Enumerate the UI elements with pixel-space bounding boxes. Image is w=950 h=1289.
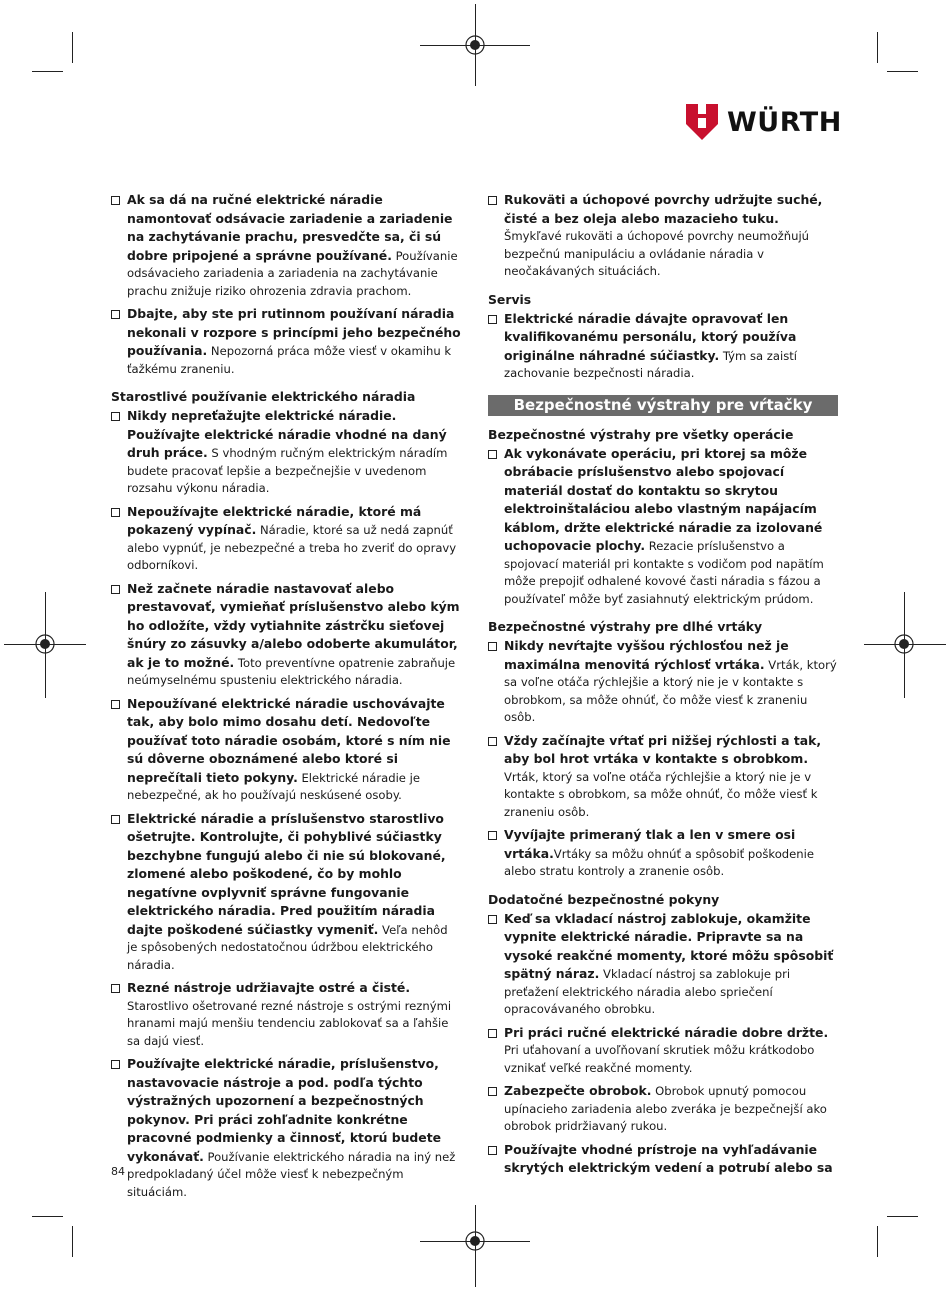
list-item: Pri práci ručné elektrické náradie dobre držte. Pri uťahovaní a uvoľňovaní skrutiek môžu krátkodobo vznikať veľké reakčné momenty.: [488, 1024, 838, 1078]
list-item: Nepoužívajte elektrické náradie, ktoré má pokazený vypínač. Náradie, ktoré sa už nedá zapnúť alebo vypnúť, je nebezpečné a treba ho zveriť do opravy odborníkovi.: [111, 503, 461, 575]
section-heading: Servis: [488, 291, 532, 307]
checkbox-bullet-icon: [488, 450, 497, 459]
page-number: 84: [111, 1165, 125, 1178]
crop-mark: [887, 1216, 918, 1217]
list-item: Rezné nástroje udržiavajte ostré a čisté. Starostlivo ošetrované rezné nástroje s ostrými reznými hranami majú menšiu tendenciu zablokovať sa a ľahšie sa dajú viesť.: [111, 979, 461, 1050]
list-item: Nikdy nepreťažujte elektrické náradie. Používajte elektrické náradie vhodné na daný druh práce. S vhodným ručným elektrickým náradím budete pracovať lepšie a bezpečnejšie v uvedenom rozsahu výkonu náradia.: [111, 407, 461, 498]
crop-mark: [72, 1226, 73, 1257]
section-heading: Bezpečnostné výstrahy pre dlhé vrtáky: [488, 619, 763, 634]
checkbox-bullet-icon: [111, 700, 120, 709]
right-column: [488, 191, 838, 1183]
checkbox-bullet-icon: [488, 915, 497, 924]
list-item: Než začnete náradie nastavovať alebo prestavovať, vymieňať príslušenstvo alebo kým ho odložíte, vždy vytiahnite zástrčku sieťovej šnúry zo zásuvky a/alebo odoberte akumulátor, ak je to možné. Toto preventívne opatrenie zabraňuje neúmyselnému spusteniu elektrického náradia.: [111, 580, 461, 690]
section-heading: Bezpečnostné výstrahy pre všetky operácie: [488, 426, 794, 442]
section-heading: Starostlivé používanie elektrického náradia: [111, 389, 416, 404]
registration-mark-icon: [464, 1230, 486, 1252]
checkbox-bullet-icon: [111, 508, 120, 517]
checkbox-bullet-icon: [111, 1060, 120, 1069]
registration-mark-icon: [464, 34, 486, 56]
list-item: Elektrické náradie dávajte opravovať len kvalifikovanému personálu, ktorý používa originálne náhradné súčiastky. Tým sa zaistí zachovanie bezpečnosti náradia.: [488, 310, 838, 383]
checkbox-bullet-icon: [111, 984, 120, 993]
checkbox-bullet-icon: [488, 1029, 497, 1038]
brand-name: WÜRTH: [727, 106, 842, 138]
list-item: Ak sa dá na ručné elektrické náradie namontovať odsávacie zariadenie a zariadenie na zachytávanie prachu, presvedčte sa, či sú dobre pripojené a správne používané. Používanie odsávacieho zariadenia a zariadenia na zachytávanie prachu znižuje riziko ohrozenia zdravia prachom.: [111, 191, 461, 300]
list-item: Používajte vhodné prístroje na vyhľadávanie skrytých elektrickým vedení a potrubí alebo sa: [488, 1141, 838, 1178]
crop-mark: [877, 1226, 878, 1257]
checkbox-bullet-icon: [111, 585, 120, 594]
left-column: [111, 191, 461, 1206]
crop-mark: [32, 1216, 63, 1217]
list-item: Vyvíjajte primeraný tlak a len v smere osi vrtáka.Vrtáky sa môžu ohnúť a spôsobiť poškodenie alebo stratu kontroly a zranenie osôb.: [488, 826, 838, 881]
crop-mark: [877, 32, 878, 63]
list-item: Keď sa vkladací nástroj zablokuje, okamžite vypnite elektrické náradie. Pripravte sa na vysoké reakčné momenty, ktoré môžu spôsobiť spätný náraz. Vkladací nástroj sa zablokuje pri preťažení elektrického náradia alebo spriečení opracovávaného obrobku.: [488, 910, 838, 1019]
checkbox-bullet-icon: [488, 831, 497, 840]
checkbox-bullet-icon: [111, 815, 120, 824]
checkbox-bullet-icon: [488, 1087, 497, 1096]
checkbox-bullet-icon: [488, 737, 497, 746]
crop-mark: [887, 71, 918, 72]
registration-mark-icon: [34, 633, 56, 655]
checkbox-bullet-icon: [488, 315, 497, 324]
checkbox-bullet-icon: [111, 310, 120, 319]
list-item: Nikdy nevŕtajte vyššou rýchlosťou než je maximálna menovitá rýchlosť vrtáka. Vrták, ktorý sa voľne otáča rýchlejšie a ktorý nie je v kontakte s obrobkom, sa môže ohnúť, čo môže viesť k zraneniu osôb.: [488, 637, 838, 727]
wurth-logo: [686, 104, 842, 140]
registration-mark-icon: [893, 633, 915, 655]
checkbox-bullet-icon: [111, 196, 120, 205]
list-item: Používajte elektrické náradie, príslušenstvo, nastavovacie nástroje a pod. podľa týchto výstražných upozornení a bezpečnostných pokynov. Pri práci zohľadnite konkrétne pracovné podmienky a činnosť, ktorú budete vykonávať. Používanie elektrického náradia na iný než predpokladaný účel môže viesť k nebezpečným situáciám.: [111, 1055, 461, 1201]
wurth-emblem-icon: [686, 104, 718, 140]
crop-mark: [32, 71, 63, 72]
list-item: Dbajte, aby ste pri rutinnom používaní náradia nekonali v rozpore s princípmi jeho bezpečného používania. Nepozorná práca môže viesť v okamihu k ťažkému zraneniu.: [111, 305, 461, 378]
section-banner: Bezpečnostné výstrahy pre vŕtačky: [488, 395, 838, 416]
checkbox-bullet-icon: [111, 412, 120, 421]
checkbox-bullet-icon: [488, 1146, 497, 1155]
list-item: Rukoväti a úchopové povrchy udržujte suché, čisté a bez oleja alebo mazacieho tuku. Šmykľavé rukoväti a úchopové povrchy neumožňujú bezpečnú manipuláciu a ovládanie náradia v neočakávaných situáciách.: [488, 191, 838, 281]
crop-mark: [72, 32, 73, 63]
section-heading: Dodatočné bezpečnostné pokyny: [488, 891, 720, 907]
list-item: Elektrické náradie a príslušenstvo starostlivo ošetrujte. Kontrolujte, či pohyblivé súčiastky bezchybne fungujú alebo či nie sú blokované, zlomené alebo poškodené, čo by mohlo negatívne ovplyvniť správne fungovanie elektrického náradia. Pred použitím náradia dajte poškodené súčiastky vymeniť. Veľa nehôd je spôsobených nedostatočnou údržbou elektrického náradia.: [111, 810, 461, 975]
checkbox-bullet-icon: [488, 642, 497, 651]
list-item: Zabezpečte obrobok. Obrobok upnutý pomocou upínacieho zariadenia alebo zveráka je bezpečnejší ako obrobok pridržiavaný rukou.: [488, 1082, 838, 1136]
list-item: Nepoužívané elektrické náradie uschovávajte tak, aby bolo mimo dosahu detí. Nedovoľte používať toto náradie osobám, ktoré s ním nie sú dôverne oboznámené alebo ktoré si neprečítali tieto pokyny. Elektrické náradie je nebezpečné, ak ho používajú neskúsené osoby.: [111, 695, 461, 805]
checkbox-bullet-icon: [488, 196, 497, 205]
list-item: Vždy začínajte vŕtať pri nižšej rýchlosti a tak, aby bol hrot vrtáka v kontakte s obrobkom. Vrták, ktorý sa voľne otáča rýchlejšie a ktorý nie je v kontakte s obrobkom, sa môže ohnúť, čo môže viesť k zraneniu osôb.: [488, 732, 838, 822]
list-item: Ak vykonávate operáciu, pri ktorej sa môže obrábacie príslušenstvo alebo spojovací materiál dostať do kontaktu so skrytou elektroinštaláciou alebo vlastným napájacím káblom, držte elektrické náradie za izolované uchopovacie plochy. Rezacie príslušenstvo a spojovací materiál pri kontakte s vodičom pod napätím môže prepojiť odhalené kovové časti náradia s fázou a používateľ môže byť zasiahnutý elektrickým prúdom.: [488, 445, 838, 609]
